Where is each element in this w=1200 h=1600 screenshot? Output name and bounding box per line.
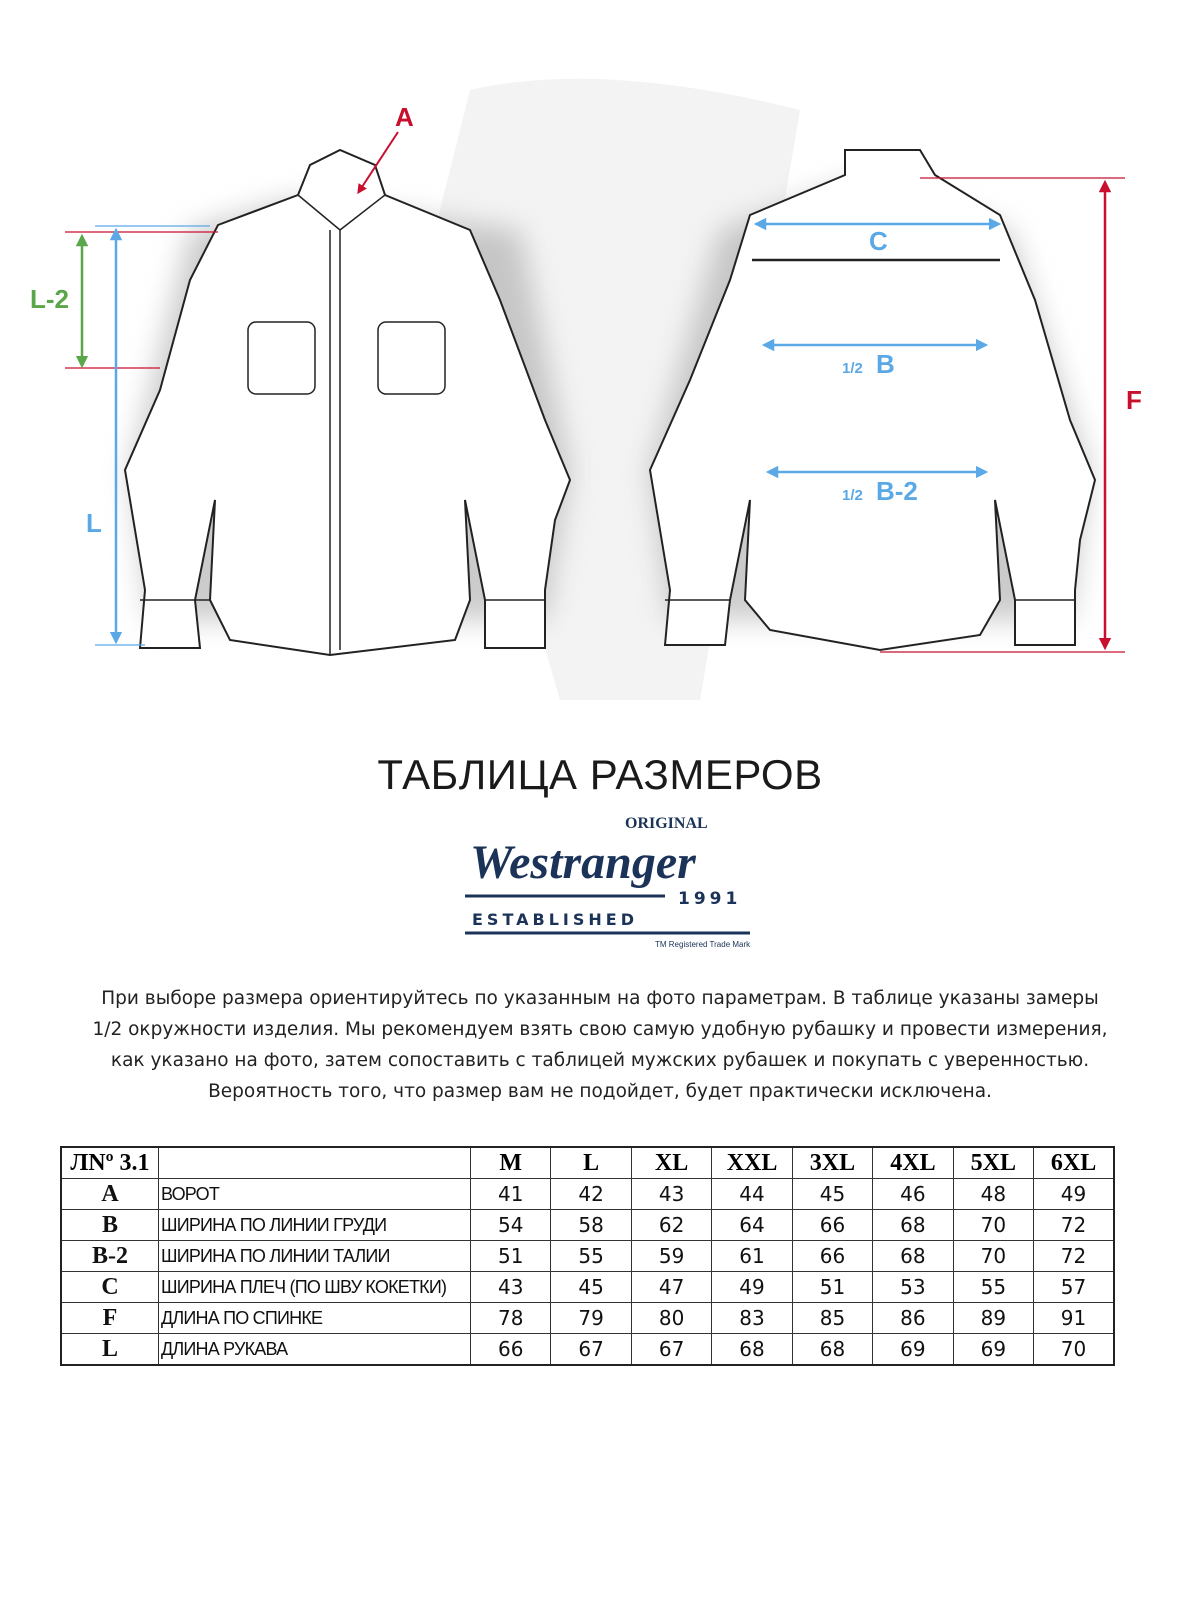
model-number: ЛNº 3.1 <box>61 1147 159 1179</box>
size-header: XXL <box>712 1147 792 1179</box>
logo-brand: Westranger <box>470 836 696 889</box>
measurement-value: 66 <box>792 1210 872 1241</box>
size-header: 3XL <box>792 1147 872 1179</box>
label-c: C <box>869 226 888 256</box>
label-b2: B-2 <box>876 476 918 506</box>
measurement-value: 43 <box>471 1272 551 1303</box>
measurement-name: ШИРИНА ПЛЕЧ (ПО ШВУ КОКЕТКИ) <box>159 1272 471 1303</box>
measurement-value: 68 <box>873 1210 953 1241</box>
measurement-name: ДЛИНА РУКАВА <box>159 1334 471 1366</box>
measurement-value: 72 <box>1034 1210 1114 1241</box>
measurement-value: 41 <box>471 1179 551 1210</box>
measurement-value: 70 <box>953 1210 1033 1241</box>
measurement-value: 49 <box>1034 1179 1114 1210</box>
measurement-value: 64 <box>712 1210 792 1241</box>
label-l: L <box>86 508 102 538</box>
label-b2-half: 1/2 <box>842 487 863 504</box>
measurement-name: ВОРОТ <box>159 1179 471 1210</box>
measurement-value: 51 <box>471 1241 551 1272</box>
measurement-code: B-2 <box>61 1241 159 1272</box>
size-header: 5XL <box>953 1147 1033 1179</box>
measurement-value: 54 <box>471 1210 551 1241</box>
size-header: 4XL <box>873 1147 953 1179</box>
table-header-row <box>61 1147 1114 1179</box>
header-blank <box>159 1147 471 1179</box>
measurement-value: 69 <box>953 1334 1033 1366</box>
size-header: L <box>551 1147 631 1179</box>
shirt-measurement-diagram <box>0 0 1200 720</box>
logo-original: ORIGINAL <box>625 815 708 832</box>
measurement-value: 42 <box>551 1179 631 1210</box>
description-line: Вероятность того, что размер вам не подойдет, будет практически исключена. <box>208 1081 992 1102</box>
table-row <box>61 1303 1114 1334</box>
measurement-value: 46 <box>873 1179 953 1210</box>
measurement-value: 53 <box>873 1272 953 1303</box>
measurement-name: ДЛИНА ПО СПИНКЕ <box>159 1303 471 1334</box>
measurement-code: A <box>61 1179 159 1210</box>
measurement-value: 70 <box>1034 1334 1114 1366</box>
measurement-value: 45 <box>792 1179 872 1210</box>
table-row <box>61 1334 1114 1366</box>
measurement-value: 80 <box>631 1303 711 1334</box>
size-guide-description <box>20 983 1180 1107</box>
westranger-logo <box>450 812 770 952</box>
measurement-code: L <box>61 1334 159 1366</box>
page-title: ТАБЛИЦА РАЗМЕРОВ <box>377 751 823 798</box>
measurement-code: C <box>61 1272 159 1303</box>
measurement-value: 55 <box>551 1241 631 1272</box>
measurement-value: 78 <box>471 1303 551 1334</box>
measurement-value: 49 <box>712 1272 792 1303</box>
measurement-code: F <box>61 1303 159 1334</box>
measurement-value: 86 <box>873 1303 953 1334</box>
measurement-value: 68 <box>873 1241 953 1272</box>
measurement-value: 79 <box>551 1303 631 1334</box>
size-header: 6XL <box>1034 1147 1114 1179</box>
logo-year: 1991 <box>678 889 742 909</box>
measurement-code: B <box>61 1210 159 1241</box>
measurement-value: 67 <box>631 1334 711 1366</box>
measurement-value: 44 <box>712 1179 792 1210</box>
table-row <box>61 1210 1114 1241</box>
measurement-value: 59 <box>631 1241 711 1272</box>
measurement-value: 57 <box>1034 1272 1114 1303</box>
logo-tm: TM Registered Trade Mark <box>655 940 751 949</box>
measurement-value: 66 <box>471 1334 551 1366</box>
measurement-value: 58 <box>551 1210 631 1241</box>
measurement-value: 61 <box>712 1241 792 1272</box>
measurement-value: 55 <box>953 1272 1033 1303</box>
measurement-value: 83 <box>712 1303 792 1334</box>
label-b-half: 1/2 <box>842 360 863 377</box>
size-header: M <box>471 1147 551 1179</box>
measurement-value: 68 <box>792 1334 872 1366</box>
measurement-value: 51 <box>792 1272 872 1303</box>
measurement-value: 85 <box>792 1303 872 1334</box>
measurement-value: 70 <box>953 1241 1033 1272</box>
measurement-value: 68 <box>712 1334 792 1366</box>
measurement-value: 47 <box>631 1272 711 1303</box>
logo-established: ESTABLISHED <box>472 910 638 929</box>
description-line: как указано на фото, затем сопоставить с таблицей мужских рубашек и покупать с уверенностью. <box>110 1050 1090 1071</box>
measurement-value: 91 <box>1034 1303 1114 1334</box>
measurement-value: 67 <box>551 1334 631 1366</box>
label-l2: L-2 <box>30 284 69 314</box>
table-row <box>61 1241 1114 1272</box>
size-header: XL <box>631 1147 711 1179</box>
label-a: A <box>395 102 414 132</box>
table-row <box>61 1179 1114 1210</box>
measurement-name: ШИРИНА ПО ЛИНИИ ТАЛИИ <box>159 1241 471 1272</box>
measurement-value: 72 <box>1034 1241 1114 1272</box>
measurement-value: 62 <box>631 1210 711 1241</box>
measurement-name: ШИРИНА ПО ЛИНИИ ГРУДИ <box>159 1210 471 1241</box>
measurement-value: 89 <box>953 1303 1033 1334</box>
measurement-value: 69 <box>873 1334 953 1366</box>
description-line: При выборе размера ориентируйтесь по указанным на фото параметрам. В таблице указаны замеры <box>101 988 1099 1009</box>
table-row <box>61 1272 1114 1303</box>
description-line: 1/2 окружности изделия. Мы рекомендуем взять свою самую удобную рубашку и провести измерения, <box>92 1019 1108 1040</box>
measurement-value: 45 <box>551 1272 631 1303</box>
measurement-value: 43 <box>631 1179 711 1210</box>
label-b: B <box>876 349 895 379</box>
measurement-value: 66 <box>792 1241 872 1272</box>
size-table <box>60 1146 1115 1366</box>
measurement-value: 48 <box>953 1179 1033 1210</box>
label-f: F <box>1126 385 1142 415</box>
